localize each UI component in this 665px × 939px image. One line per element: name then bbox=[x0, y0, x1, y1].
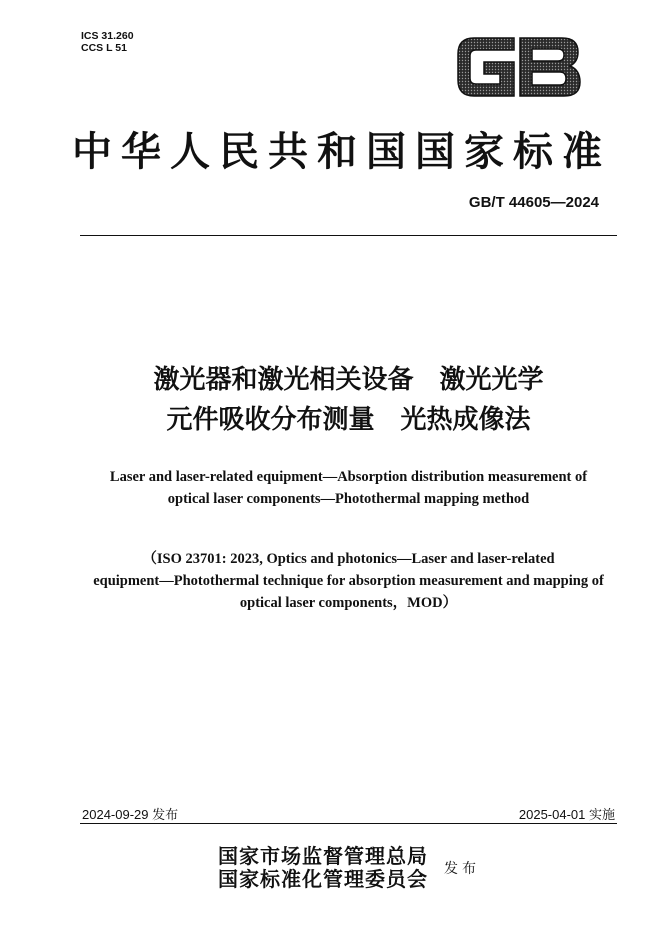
bottom-divider bbox=[80, 823, 617, 824]
chinese-title bbox=[80, 360, 617, 440]
english-title bbox=[60, 466, 637, 510]
iso-reference-line-3: optical laser components，MOD） bbox=[239, 595, 458, 611]
ccs-code: CCS L 51 bbox=[81, 42, 127, 54]
logo-letter-g bbox=[458, 38, 514, 96]
logo-letter-b bbox=[520, 38, 580, 96]
issuing-authorities bbox=[218, 845, 428, 891]
iso-reference-line-1: （ISO 23701: 2023, Optics and photonics—Laser and laser-related bbox=[142, 551, 555, 567]
national-standard-heading: 中华人民共和国国家标准 bbox=[72, 128, 611, 175]
iso-reference bbox=[50, 548, 647, 614]
issuer-1: 国家市场监督管理总局 bbox=[218, 844, 428, 868]
iso-reference-line-2: equipment—Photothermal technique for absorption measurement and mapping of bbox=[93, 573, 604, 589]
standard-number: GB/T 44605—2024 bbox=[468, 194, 599, 211]
chinese-title-line-1: 激光器和激光相关设备 激光光学 bbox=[153, 365, 544, 395]
issue-label: 发布 bbox=[444, 861, 480, 877]
issuer-2: 国家标准化管理委员会 bbox=[218, 867, 428, 891]
top-divider bbox=[80, 235, 617, 236]
english-title-line-1: Laser and laser-related equipment—Absorption distribution measurement of bbox=[109, 469, 588, 485]
chinese-title-line-2: 元件吸收分布测量 光热成像法 bbox=[166, 405, 531, 435]
classification-codes bbox=[81, 30, 134, 54]
english-title-line-2: optical laser components—Photothermal mapping method bbox=[167, 491, 530, 507]
ics-code: ICS 31.260 bbox=[81, 30, 134, 42]
gb-logo bbox=[452, 32, 584, 102]
implementation-date: 2025-04-01 实施 bbox=[518, 807, 615, 822]
issue-date: 2024-09-29 发布 bbox=[82, 807, 179, 822]
